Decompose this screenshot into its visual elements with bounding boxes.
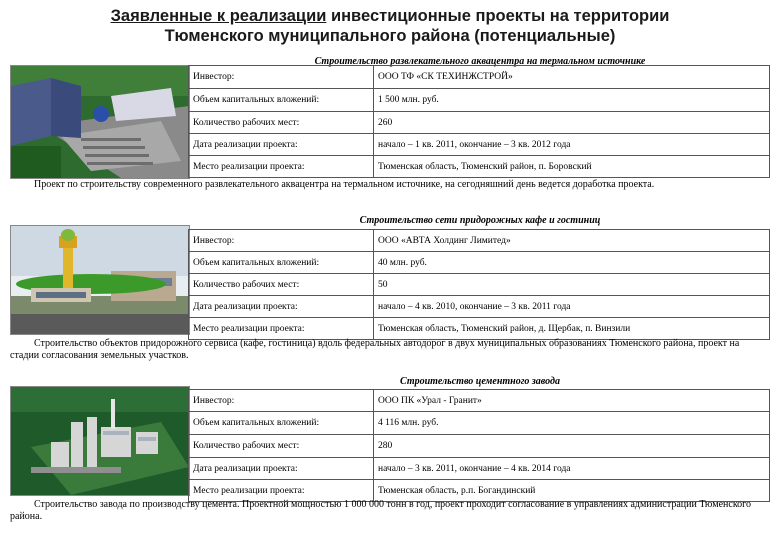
table-row [189, 435, 770, 458]
table-row [189, 66, 770, 89]
capital-label: Объем капитальных вложений: [189, 412, 374, 435]
table-row [189, 112, 770, 134]
investor-value: ООО ТФ «СК ТЕХИНЖСТРОЙ» [374, 66, 770, 89]
table-row [189, 230, 770, 252]
title-line2: Тюменского муниципального района (потенциальные) [164, 27, 616, 45]
jobs-value: 50 [374, 274, 770, 296]
jobs-label: Количество рабочих мест: [189, 435, 374, 458]
table-row [189, 274, 770, 296]
investor-label: Инвестор: [189, 230, 374, 252]
jobs-value: 260 [374, 112, 770, 134]
dates-value: начало – 3 кв. 2011, окончание – 4 кв. 2014 года [374, 458, 770, 480]
project-1-table [188, 65, 770, 178]
page-title [0, 6, 780, 46]
capital-label: Объем капитальных вложений: [189, 89, 374, 112]
project-1-title: Строительство развлекательного аквацентра на термальном источнике [314, 56, 646, 67]
table-row [189, 412, 770, 435]
capital-value: 1 500 млн. руб. [374, 89, 770, 112]
dates-label: Дата реализации проекта: [189, 134, 374, 156]
table-row [189, 458, 770, 480]
place-value: Тюменская область, р.п. Богандинский [374, 480, 770, 502]
place-label: Место реализации проекта: [189, 318, 374, 340]
capital-value: 40 млн. руб. [374, 252, 770, 274]
project-2-description: Строительство объектов придорожного сервиса (кафе, гостиница) вдоль федеральных автодорог в двух муниципальных образованиях Тюменского района, проект на стадии согласования земельных участков. [10, 338, 740, 361]
investor-value: ООО «АВТА Холдинг Лимитед» [374, 230, 770, 252]
project-3-description: Строительство завода по производству цемента. Проектной мощностью 1 000 000 тонн в год, проект проходит согласование в управлениях администрации Тюменского района. [10, 499, 752, 522]
dates-value: начало – 4 кв. 2010, окончание – 3 кв. 2011 года [374, 296, 770, 318]
jobs-value: 280 [374, 435, 770, 458]
table-row [189, 318, 770, 340]
title-rest: инвестиционные проекты на территории [326, 7, 670, 25]
investor-value: ООО ПК «Урал - Гранит» [374, 390, 770, 412]
capital-label: Объем капитальных вложений: [189, 252, 374, 274]
dates-value: начало – 1 кв. 2011, окончание – 3 кв. 2012 года [374, 134, 770, 156]
project-3-title: Строительство цементного завода [400, 376, 560, 387]
dates-label: Дата реализации проекта: [189, 296, 374, 318]
place-value: Тюменская область, Тюменский район, п. Боровский [374, 156, 770, 178]
table-row [189, 89, 770, 112]
project-1-description: Проект по строительству современного развлекательного аквацентра на термальном источнике, на сегодняшний день ведется доработка проекта. [34, 179, 655, 190]
project-1-image [10, 65, 190, 179]
title-underlined: Заявленные к реализации [110, 7, 327, 25]
table-row [189, 252, 770, 274]
place-label: Место реализации проекта: [189, 156, 374, 178]
table-row [189, 296, 770, 318]
project-2-image [10, 225, 190, 335]
project-2-title: Строительство сети придорожных кафе и гостиниц [359, 215, 601, 226]
jobs-label: Количество рабочих мест: [189, 112, 374, 134]
place-label: Место реализации проекта: [189, 480, 374, 502]
investor-label: Инвестор: [189, 66, 374, 89]
place-value: Тюменская область, Тюменский район, д. Щербак, п. Винзили [374, 318, 770, 340]
investor-label: Инвестор: [189, 390, 374, 412]
table-row [189, 134, 770, 156]
table-row [189, 390, 770, 412]
project-3-table [188, 389, 770, 502]
jobs-label: Количество рабочих мест: [189, 274, 374, 296]
table-row [189, 156, 770, 178]
project-2-table [188, 229, 770, 340]
dates-label: Дата реализации проекта: [189, 458, 374, 480]
project-3-image [10, 386, 190, 496]
capital-value: 4 116 млн. руб. [374, 412, 770, 435]
